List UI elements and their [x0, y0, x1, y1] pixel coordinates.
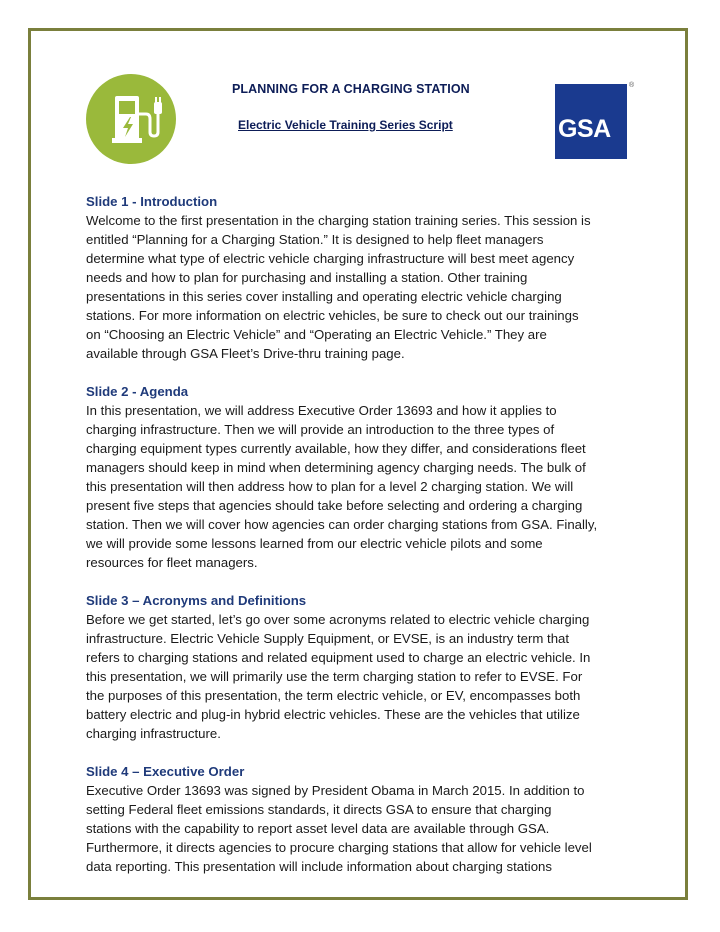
body-line: entitled “Planning for a Charging Station.” It is designed to help fleet managers: [86, 232, 544, 247]
section-slide-2: [86, 382, 646, 572]
body-line: Furthermore, it directs agencies to procure charging stations that allow for vehicle level: [86, 840, 592, 855]
script-body: [86, 192, 646, 895]
section-heading: Slide 1 - Introduction: [86, 194, 218, 209]
body-line: In this presentation, we will address Executive Order 13693 and how it applies to: [86, 403, 557, 418]
body-line: this presentation will then address how to plan for a level 2 charging station. We will: [86, 479, 574, 494]
ev-charging-station-icon: [86, 74, 176, 164]
body-line: Before we get started, let’s go over some acronyms related to electric vehicle charging: [86, 612, 590, 627]
body-line: on “Choosing an Electric Vehicle” and “Operating an Electric Vehicle.” They are: [86, 327, 547, 342]
body-line: stations. For more information on electric vehicles, be sure to check out our trainings: [86, 308, 579, 323]
gsa-logo-text: GSA: [558, 115, 611, 143]
body-line: data reporting. This presentation will include information about charging stations: [86, 859, 552, 874]
section-slide-3: [86, 591, 646, 743]
body-line: managers should keep in mind when determining agency charging needs. The bulk of: [86, 460, 586, 475]
body-line: Executive Order 13693 was signed by President Obama in March 2015. In addition to: [86, 783, 585, 798]
section-heading: Slide 4 – Executive Order: [86, 764, 245, 779]
gsa-logo: [555, 82, 635, 159]
body-line: charging equipment types currently available, how they differ, and considerations fleet: [86, 441, 586, 456]
document-title: PLANNING FOR A CHARGING STATION: [232, 82, 470, 96]
section-body: [86, 781, 646, 876]
section-slide-4: [86, 762, 646, 876]
ev-charging-logo: [86, 74, 176, 164]
section-body: [86, 610, 646, 743]
section-heading: Slide 2 - Agenda: [86, 384, 189, 399]
body-line: battery electric and plug-in hybrid electric vehicles. These are the vehicles that utilize: [86, 707, 580, 722]
body-line: Welcome to the first presentation in the charging station training series. This session is: [86, 213, 591, 228]
body-line: determine what type of electric vehicle charging infrastructure will best meet agency: [86, 251, 575, 266]
body-line: needs and how to plan for purchasing and installing a station. Other training: [86, 270, 528, 285]
section-body: [86, 211, 646, 363]
body-line: present five steps that agencies should take before selecting and ordering a charging: [86, 498, 583, 513]
section-heading: Slide 3 – Acronyms and Definitions: [86, 593, 307, 608]
document-subtitle: Electric Vehicle Training Series Script: [238, 118, 453, 132]
body-line: charging infrastructure. Then we will provide an introduction to the three types of: [86, 422, 555, 437]
body-line: presentations in this series cover installing and operating electric vehicle charging: [86, 289, 562, 304]
body-line: available through GSA Fleet’s Drive-thru training page.: [86, 346, 405, 361]
body-line: resources for fleet managers.: [86, 555, 258, 570]
section-body: [86, 401, 646, 572]
body-line: station. Then we will cover how agencies can order charging stations from GSA. Finally,: [86, 517, 598, 532]
section-slide-1: [86, 192, 646, 363]
body-line: refers to charging stations and related equipment used to charge an electric vehicle. In: [86, 650, 591, 665]
body-line: charging infrastructure.: [86, 726, 221, 741]
body-line: we will provide some lessons learned from our electric vehicle pilots and some: [86, 536, 543, 551]
body-line: infrastructure. Electric Vehicle Supply Equipment, or EVSE, is an industry term that: [86, 631, 570, 646]
body-line: stations with the capability to report asset level data are available through GSA.: [86, 821, 550, 836]
body-line: this presentation, we will primarily use the term charging station to refer to EVSE. For: [86, 669, 583, 684]
registered-mark: ®: [629, 82, 635, 89]
body-line: setting Federal fleet emissions standards, it directs GSA to ensure that charging: [86, 802, 552, 817]
body-line: the purposes of this presentation, the term electric vehicle, or EV, encompasses both: [86, 688, 581, 703]
